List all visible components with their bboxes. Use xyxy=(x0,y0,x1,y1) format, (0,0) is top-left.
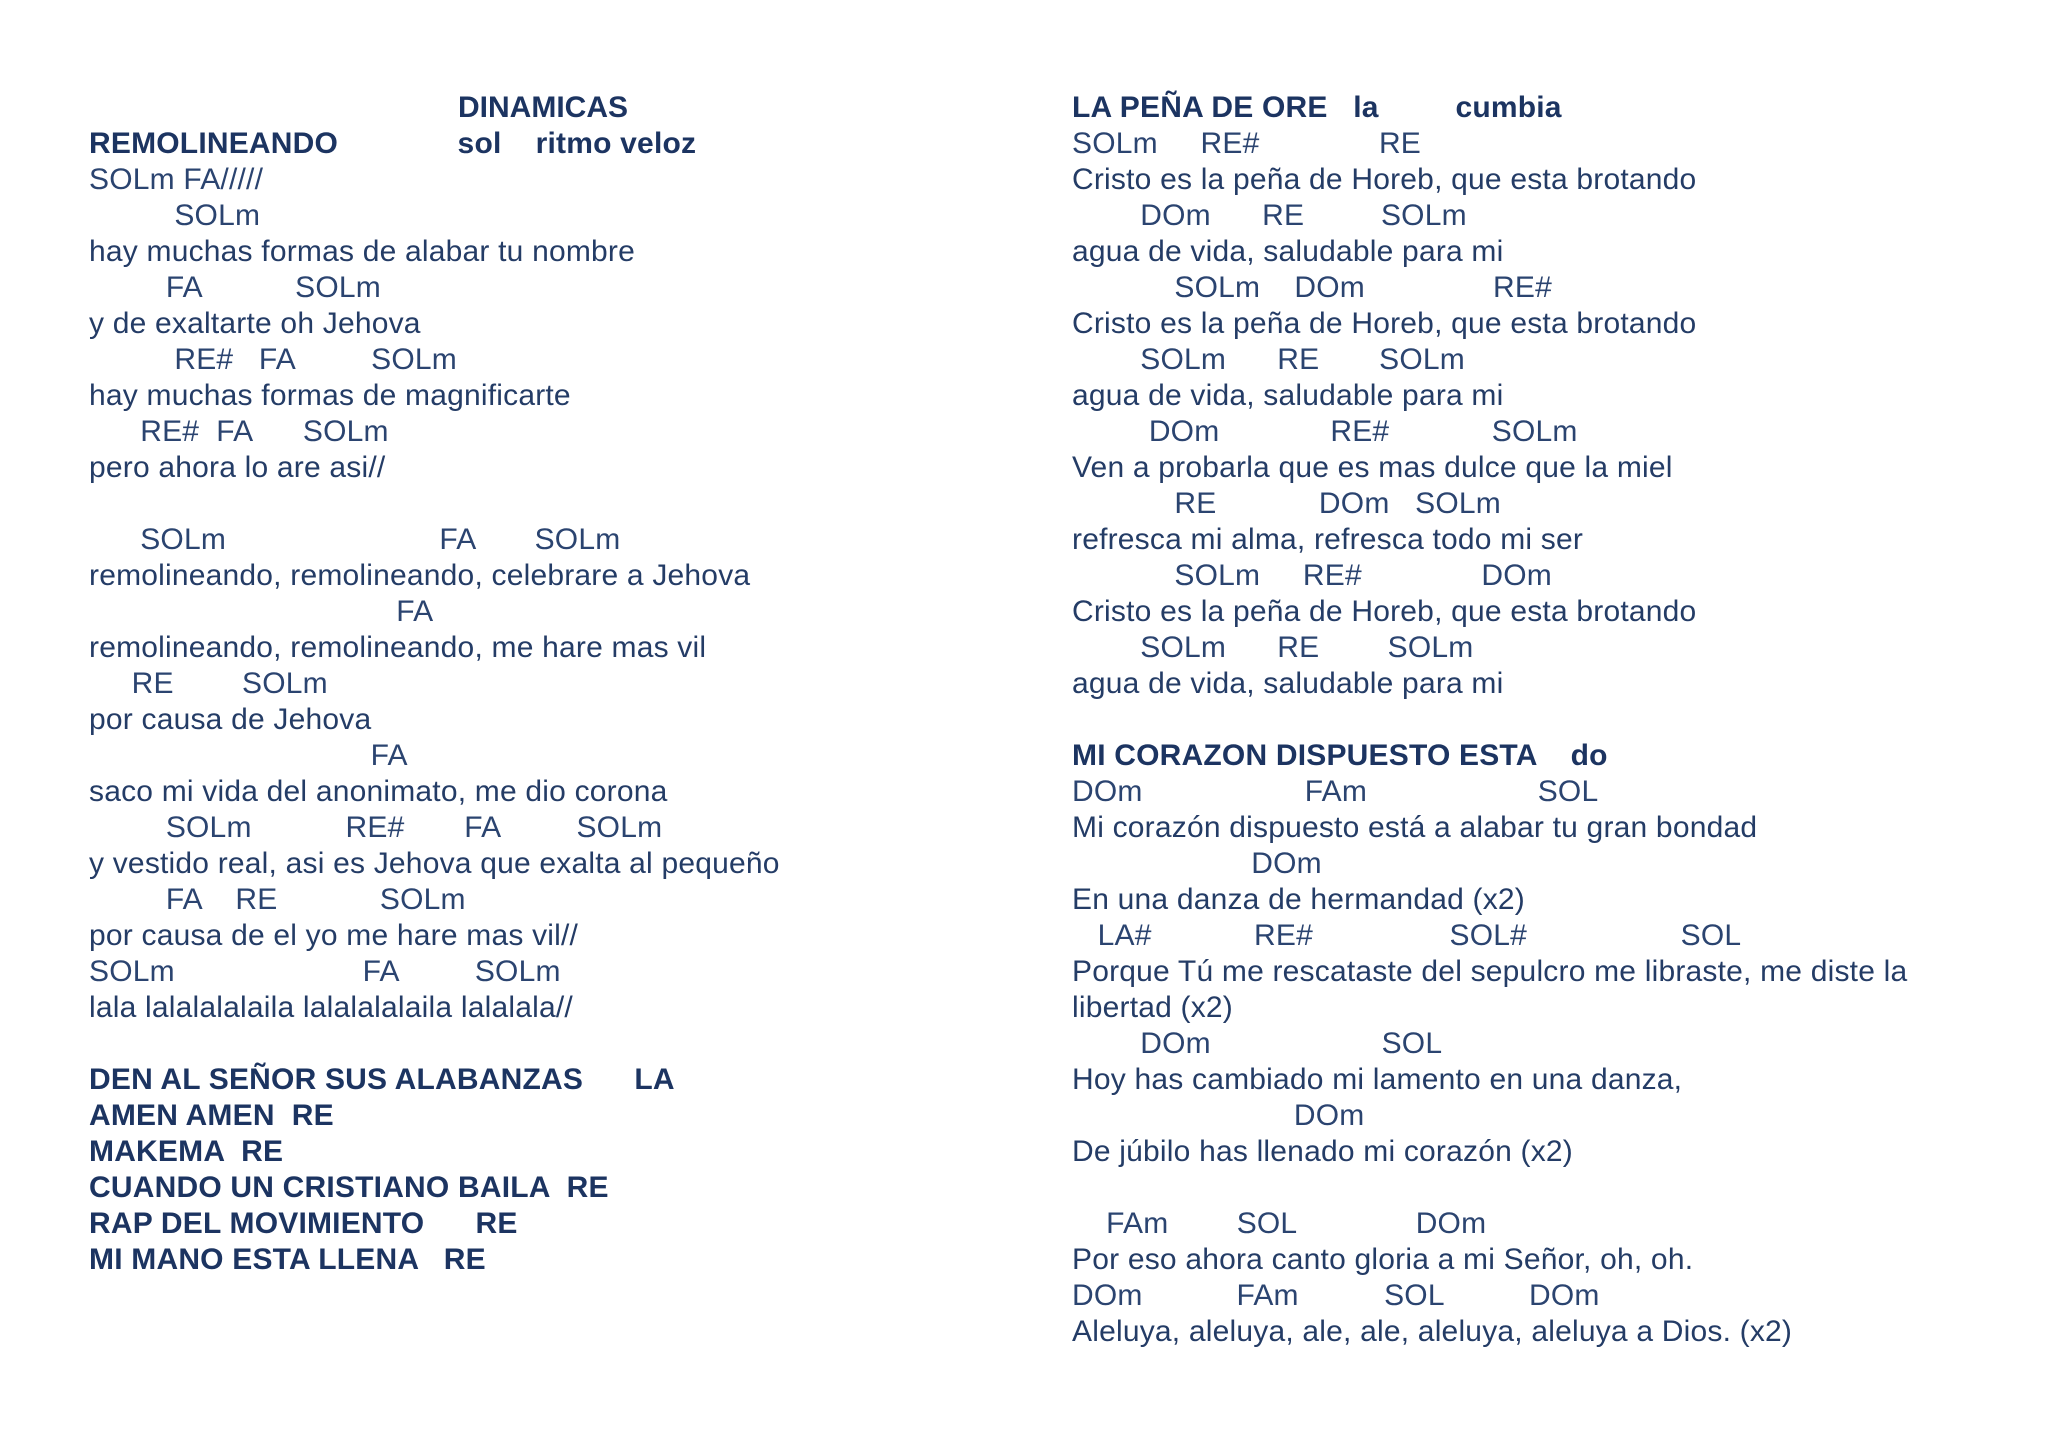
chord-line: DOm SOL xyxy=(1072,1027,1443,1060)
chord-line: SOLm RE# DOm xyxy=(1072,559,1552,592)
chord-line: SOLm DOm RE# xyxy=(1072,271,1552,304)
lyric-line: lala lalalalalaila lalalalalaila lalalala// xyxy=(89,991,573,1024)
lyric-line: remolineando, remolineando, me hare mas vil xyxy=(89,631,707,664)
chord-line: FA SOLm xyxy=(89,271,381,304)
lyric-line: refresca mi alma, refresca todo mi ser xyxy=(1072,523,1584,556)
chord-line: FA xyxy=(89,595,434,628)
song-heading: MI CORAZON DISPUESTO ESTA do xyxy=(1072,739,1608,772)
lyric-line: Hoy has cambiado mi lamento en una danza, xyxy=(1072,1063,1683,1096)
lyric-line: remolineando, remolineando, celebrare a Jehova xyxy=(89,559,751,592)
lyric-line: Ven a probarla que es mas dulce que la miel xyxy=(1072,451,1673,484)
blank-line xyxy=(1072,702,2012,738)
lyric-line: agua de vida, saludable para mi xyxy=(1072,379,1504,412)
chord-line: DOm RE# SOLm xyxy=(1072,415,1578,448)
blank-line xyxy=(89,1026,1029,1062)
lyric-line: Cristo es la peña de Horeb, que esta brotando xyxy=(1072,307,1697,340)
song-heading: MI MANO ESTA LLENA RE xyxy=(89,1243,486,1276)
chord-line: FA xyxy=(89,739,408,772)
lyric-line: por causa de Jehova xyxy=(89,703,372,736)
right-column xyxy=(1072,90,2012,1350)
chord-line: SOLm RE# FA SOLm xyxy=(89,811,663,844)
lyric-line: Mi corazón dispuesto está a alabar tu gran bondad xyxy=(1072,811,1758,844)
lyric-line: saco mi vida del anonimato, me dio corona xyxy=(89,775,668,808)
chord-line: DOm FAm SOL xyxy=(1072,775,1599,808)
lyric-line: Porque Tú me rescataste del sepulcro me libraste, me diste la xyxy=(1072,955,1908,988)
chord-line: DOm FAm SOL DOm xyxy=(1072,1279,1600,1312)
lyric-line: libertad (x2) xyxy=(1072,991,1233,1024)
lyric-line: De júbilo has llenado mi corazón (x2) xyxy=(1072,1135,1573,1168)
lyric-line: hay muchas formas de magnificarte xyxy=(89,379,571,412)
chord-line: SOLm FA SOLm xyxy=(89,955,561,988)
chord-line: DOm xyxy=(1072,1099,1365,1132)
chord-line: SOLm xyxy=(89,199,261,232)
blank-line xyxy=(1072,1170,2012,1206)
lyric-line: Cristo es la peña de Horeb, que esta brotando xyxy=(1072,595,1697,628)
chord-line: RE SOLm xyxy=(89,667,328,700)
chord-line: SOLm RE SOLm xyxy=(1072,631,1474,664)
lyric-line: Por eso ahora canto gloria a mi Señor, oh, oh. xyxy=(1072,1243,1694,1276)
chord-line: RE# FA SOLm xyxy=(89,415,389,448)
chord-line: RE DOm SOLm xyxy=(1072,487,1501,520)
song-heading: RAP DEL MOVIMIENTO RE xyxy=(89,1207,518,1240)
lyric-line: y vestido real, asi es Jehova que exalta al pequeño xyxy=(89,847,780,880)
song-heading: MAKEMA RE xyxy=(89,1135,284,1168)
song-heading: CUANDO UN CRISTIANO BAILA RE xyxy=(89,1171,609,1204)
page-title: DINAMICAS xyxy=(458,91,628,124)
lyric-line: y de exaltarte oh Jehova xyxy=(89,307,421,340)
blank-line xyxy=(89,90,1029,126)
lyric-line: agua de vida, saludable para mi xyxy=(1072,235,1504,268)
chord-line: DOm xyxy=(1072,847,1322,880)
chord-line: FAm SOL DOm xyxy=(1072,1207,1487,1240)
chord-line: SOLm RE SOLm xyxy=(1072,343,1465,376)
lyric-line: En una danza de hermandad (x2) xyxy=(1072,883,1525,916)
song-heading: LA PEÑA DE ORE la cumbia xyxy=(1072,91,1562,124)
blank-line xyxy=(89,486,1029,522)
lyric-line: Aleluya, aleluya, ale, ale, aleluya, aleluya a Dios. (x2) xyxy=(1072,1315,1793,1348)
lyric-line: pero ahora lo are asi// xyxy=(89,451,386,484)
chord-line: SOLm RE# RE xyxy=(1072,127,1422,160)
chord-line: SOLm FA SOLm xyxy=(89,523,621,556)
song-heading: AMEN AMEN RE xyxy=(89,1099,334,1132)
chord-line: LA# RE# SOL# SOL xyxy=(1072,919,1742,952)
song-heading: DEN AL SEÑOR SUS ALABANZAS LA xyxy=(89,1063,675,1096)
chord-line: FA RE SOLm xyxy=(89,883,466,916)
chord-line: DOm RE SOLm xyxy=(1072,199,1467,232)
lyric-line: por causa de el yo me hare mas vil// xyxy=(89,919,579,952)
lyric-line: hay muchas formas de alabar tu nombre xyxy=(89,235,636,268)
left-column xyxy=(89,90,1029,1278)
chord-line: RE# FA SOLm xyxy=(89,343,457,376)
chord-line: SOLm FA///// xyxy=(89,163,264,196)
song-heading: REMOLINEANDO sol ritmo veloz xyxy=(89,127,697,160)
lyric-line: Cristo es la peña de Horeb, que esta brotando xyxy=(1072,163,1697,196)
lyric-line: agua de vida, saludable para mi xyxy=(1072,667,1504,700)
